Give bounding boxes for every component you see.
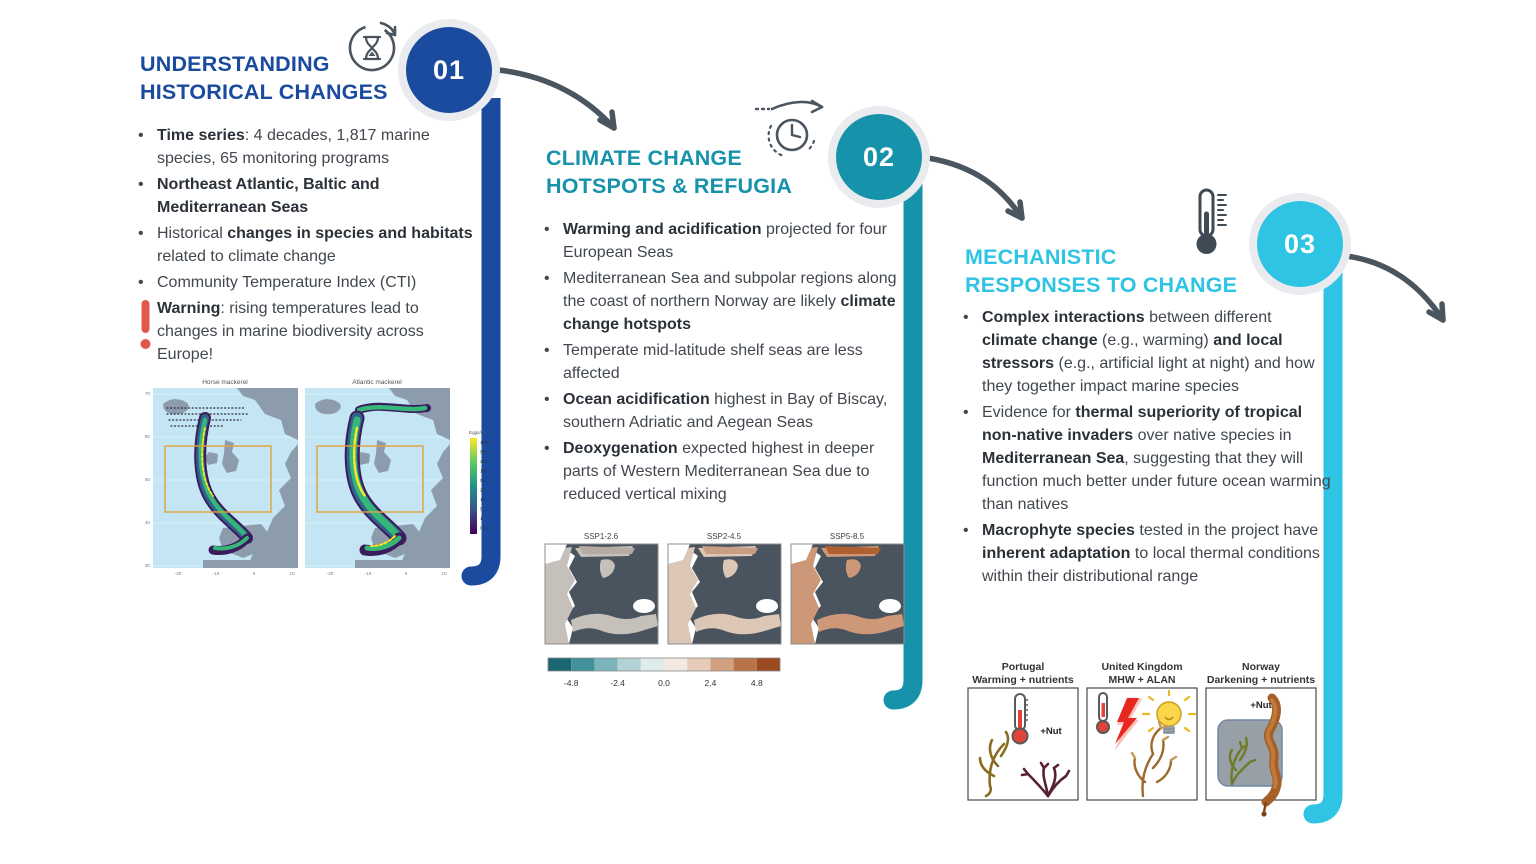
bullet-dot: • [138,176,144,193]
svg-text:0.0: 0.0 [658,678,670,688]
svg-text:Portugal: Portugal [1001,661,1045,673]
bullet-item [544,339,906,385]
section2-bullet-list [544,218,906,509]
bullet-dot: • [963,404,969,421]
step-badge-1 [406,27,492,113]
step-number-3: 03 [1283,228,1317,259]
section1-bullet-list [138,124,478,369]
section3-title [965,243,1237,299]
svg-text:Warming + nutrients: Warming + nutrients [972,674,1074,686]
map-legend-title: Eggs/m² [469,430,487,435]
svg-text:100: 100 [480,468,488,474]
experiment-panel-norway [1206,688,1316,817]
experiment-panel-uk [1087,688,1197,800]
ssp-colorbar-ticks [564,678,763,688]
arrow-step3-head [1429,304,1443,320]
arrow-step2-head [1008,202,1022,218]
bullet-text: Temperate mid-latitude shelf seas are less affected [563,342,863,382]
warning-text: Warning: rising temperatures lead to changes in marine biodiversity across Europe! [157,300,424,363]
svg-text:40: 40 [144,520,150,525]
svg-text:-4.8: -4.8 [563,678,579,688]
bullet-text: Evidence for thermal superiority of tropical non-native invaders over native species in Mediterranean Sea, suggesting that they will function much better under future ocean warming than natives [982,404,1331,513]
ssp-colorbar [548,658,780,688]
svg-text:MHW + ALAN: MHW + ALAN [1108,674,1176,686]
bullet-text: Mediterranean Sea and subpolar regions along the coast of northern Norway are likely climate change hotspots [563,270,897,333]
bullet-item [138,222,478,268]
bullet-text: Community Temperature Index (CTI) [157,274,417,291]
bullet-text: Northeast Atlantic, Baltic and Mediterranean Seas [157,176,380,216]
section1-title-line1: UNDERSTANDING [140,52,330,76]
svg-text:-10: -10 [212,571,220,576]
bullet-dot: • [544,221,550,238]
step-number-2: 02 [862,141,896,172]
map-panel2-title: Atlantic mackerel [352,379,402,386]
section3-bullet-list [963,306,1331,591]
svg-text:4.8: 4.8 [750,678,763,688]
step-badge-3 [1257,201,1343,287]
step-number-1: 01 [432,54,466,85]
svg-text:0.01: 0.01 [480,525,489,531]
ssp-panel-ssp5 [791,544,904,644]
map-legend-values [480,440,490,531]
svg-text:-20: -20 [174,571,182,576]
ssp-panel3-title: SSP5-8.5 [829,532,865,541]
svg-text:5: 5 [480,506,483,512]
section3-title-line2: RESPONSES TO CHANGE [965,273,1238,297]
bullet-dot: • [544,391,550,408]
arrow-step3-out [1346,256,1443,320]
bullet-text: Complex interactions between different climate change (e.g., warming) and local stressors (e.g., artificial light at night) and how they together impact marine species [982,309,1315,395]
svg-text:0: 0 [404,571,408,576]
map-x-axis [175,571,447,576]
nutrient-tag: +Nut [1250,700,1272,711]
bullet-item [963,519,1331,588]
map-panel1-title: Horse mackerel [202,379,248,386]
bullet-item [544,437,906,506]
bullet-dot: • [544,342,550,359]
section1-title-line2: HISTORICAL CHANGES [140,80,388,104]
svg-text:Norway: Norway [1242,661,1280,673]
arrow-step1-to-step2 [499,70,614,128]
arrow-step2-to-step3 [928,158,1022,218]
section2-title [546,144,792,200]
bullet-item [544,267,906,336]
ssp-panel-ssp2 [668,544,781,644]
bullet-dot: • [138,225,144,242]
map-y-axis [145,391,151,568]
ssp-panel2-title: SSP2-4.5 [706,532,742,541]
bullet-item [544,388,906,434]
svg-text:United Kingdom: United Kingdom [1101,661,1183,673]
thermometer-warming-icon [1013,694,1029,744]
svg-text:-10: -10 [364,571,372,576]
bullet-text: Warming and acidification projected for four European Seas [563,221,887,261]
experiment-panel-labels [972,661,1315,686]
svg-text:0: 0 [252,571,256,576]
bullet-item [138,124,478,170]
bullet-item [963,401,1331,516]
svg-text:200: 200 [480,459,488,464]
svg-text:10: 10 [441,571,447,576]
bullet-dot: • [138,127,144,144]
bullet-dot: • [138,274,144,291]
bullet-text: Deoxygenation expected highest in deeper parts of Western Mediterranean Sea due to reduced vertical mixing [563,440,875,503]
experiment-panel-portugal [968,688,1078,800]
map-panel-atlantic-mackerel [305,388,450,568]
section3-title-line1: MECHANISTIC [965,245,1117,269]
step-badge-2 [836,114,922,200]
bullet-text: Ocean acidification highest in Bay of Biscay, southern Adriatic and Aegean Seas [563,391,888,431]
svg-text:10: 10 [289,571,295,576]
ssp-projection-maps [540,530,912,708]
bullet-dot: • [963,309,969,326]
svg-text:-2.4: -2.4 [610,678,625,688]
bullet-item [138,271,478,294]
svg-text:30: 30 [144,563,150,568]
svg-text:10: 10 [480,497,485,502]
warning-item [138,297,478,366]
svg-text:-20: -20 [326,571,334,576]
bullet-item [544,218,906,264]
section2-title-line1: CLIMATE CHANGE [546,146,742,170]
bullet-item [963,306,1331,398]
map-panel-horse-mackerel [153,388,298,568]
mackerel-distribution-maps [133,376,490,584]
svg-text:20: 20 [480,487,485,493]
svg-text:500: 500 [480,449,488,455]
svg-text:1: 1 [480,516,483,521]
ssp-panel1-title: SSP1-2.6 [583,532,619,541]
svg-text:Darkening + nutrients: Darkening + nutrients [1206,674,1316,686]
bullet-text: Historical changes in species and habitats related to climate change [157,225,473,265]
bullet-text: Time series: 4 decades, 1,817 marine species, 65 monitoring programs [157,127,430,167]
experiment-panels-figure [966,660,1318,818]
svg-text:50: 50 [144,477,150,482]
section1-title [140,50,388,106]
svg-text:2.4: 2.4 [704,678,717,688]
map-legend [469,430,490,534]
nutrient-tag: +Nut [1040,726,1062,737]
bullet-dot: • [963,522,969,539]
svg-text:1000: 1000 [480,440,490,445]
bullet-text: Macrophyte species tested in the project have inherent adaptation to local thermal conditions within their distributional range [982,522,1320,585]
svg-text:70: 70 [144,391,150,396]
bullet-item [138,173,478,219]
bullet-dot: • [544,270,550,287]
warning-exclamation-icon [138,297,157,366]
bullet-dot: • [544,440,550,457]
thermometer-mhw-icon [1097,693,1109,733]
svg-text:60: 60 [144,434,150,439]
arrow-step1-head [600,112,614,128]
svg-text:50: 50 [480,478,485,483]
section2-title-line2: HOTSPOTS & REFUGIA [546,174,793,198]
ssp-panel-ssp1 [545,544,658,644]
